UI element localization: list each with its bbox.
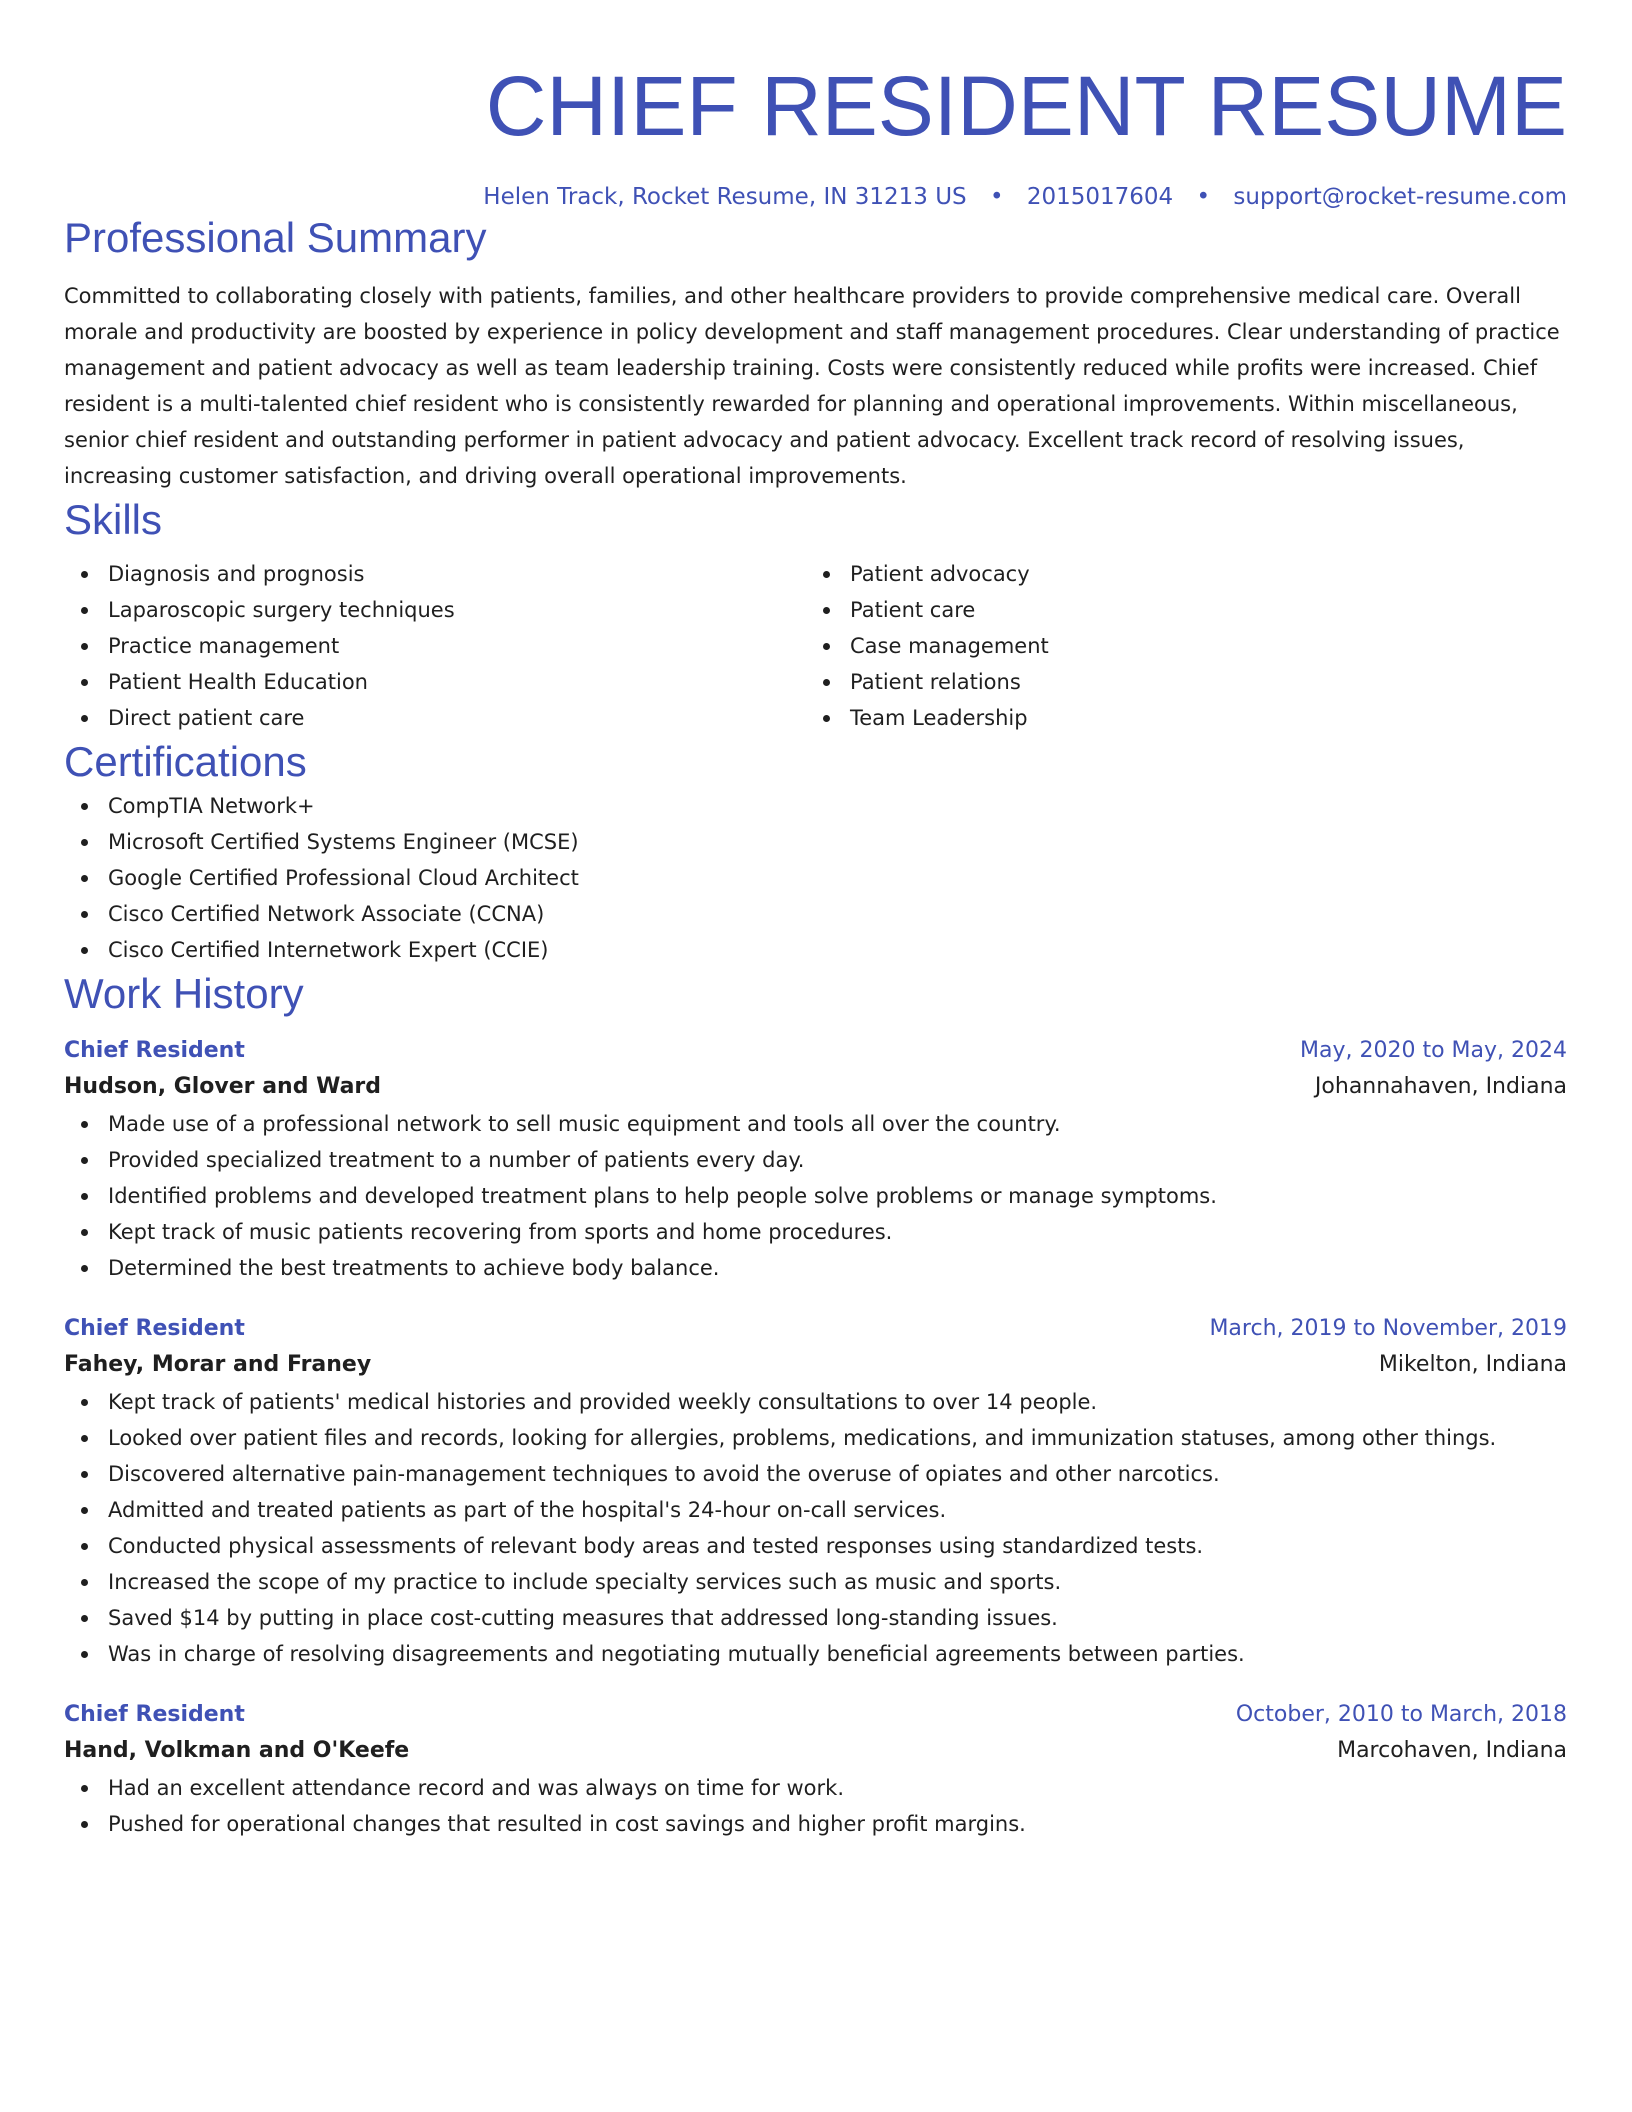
skill-item: Diagnosis and prognosis (64, 556, 806, 592)
job-bullet: Determined the best treatments to achieve body balance. (64, 1250, 1567, 1286)
job-title: Chief Resident (64, 1038, 245, 1063)
job-bullet: Pushed for operational changes that resulted in cost savings and higher profit margins. (64, 1806, 1567, 1842)
job-dates: May, 2020 to May, 2024 (1300, 1038, 1567, 1063)
skills-grid (64, 556, 1567, 736)
contact-separator: • (1196, 184, 1211, 210)
job-bullet: Had an excellent attendance record and was always on time for work. (64, 1770, 1567, 1806)
skill-item: Practice management (64, 628, 806, 664)
skill-item: Patient relations (806, 664, 1548, 700)
work-history-heading: Work History (64, 970, 304, 1017)
summary-heading: Professional Summary (64, 214, 487, 261)
job-location: Mikelton, Indiana (1378, 1352, 1567, 1377)
skill-item: Laparoscopic surgery techniques (64, 592, 806, 628)
job-company: Hand, Volkman and O'Keefe (64, 1738, 410, 1763)
job-company-row (64, 1732, 1567, 1770)
job-company-row (64, 1346, 1567, 1384)
job-bullet: Discovered alternative pain-management techniques to avoid the overuse of opiates and other narcotics. (64, 1456, 1567, 1492)
contact-phone: 2015017604 (1026, 184, 1174, 210)
resume-title: CHIEF RESIDENT RESUME (485, 59, 1567, 153)
job-dates: October, 2010 to March, 2018 (1235, 1702, 1567, 1727)
resume-page (64, 0, 1567, 1842)
contact-address: Helen Track, Rocket Resume, IN 31213 US (483, 184, 967, 210)
job-bullet-list (64, 1384, 1567, 1672)
job-entry (64, 1698, 1567, 1842)
job-location: Johannahaven, Indiana (1314, 1074, 1567, 1099)
skill-item: Team Leadership (806, 700, 1548, 736)
certification-item: Microsoft Certified Systems Engineer (MCSE) (64, 824, 1567, 860)
certification-item: CompTIA Network+ (64, 788, 1567, 824)
job-bullet: Identified problems and developed treatment plans to help people solve problems or manage symptoms. (64, 1178, 1567, 1214)
job-entry (64, 1034, 1567, 1286)
job-bullet: Increased the scope of my practice to include specialty services such as music and sports. (64, 1564, 1567, 1600)
skill-item: Patient care (806, 592, 1548, 628)
skill-item: Patient advocacy (806, 556, 1548, 592)
job-bullet: Saved $14 by putting in place cost-cutting measures that addressed long-standing issues. (64, 1600, 1567, 1636)
job-title: Chief Resident (64, 1702, 245, 1727)
job-company: Fahey, Morar and Franey (64, 1352, 372, 1377)
job-dates: March, 2019 to November, 2019 (1209, 1316, 1567, 1341)
certifications-heading: Certifications (64, 738, 307, 785)
job-bullet: Conducted physical assessments of relevant body areas and tested responses using standardized tests. (64, 1528, 1567, 1564)
job-bullet: Made use of a professional network to sell music equipment and tools all over the country. (64, 1106, 1567, 1142)
job-bullet: Was in charge of resolving disagreements and negotiating mutually beneficial agreements between parties. (64, 1636, 1567, 1672)
summary-text: Committed to collaborating closely with patients, families, and other healthcare providers to provide comprehensive medical care. Overall morale and productivity are boosted by experience in policy development and staff management procedures. Clear understanding of practice management and patient advocacy as well as team leadership training. Costs were consistently reduced while profits were increased. Chief resident is a multi-talented chief resident who is consistently rewarded for planning and operational improvements. Within miscellaneous, senior chief resident and outstanding performer in patient advocacy and patient advocacy. Excellent track record of resolving issues, increasing customer satisfaction, and driving overall operational improvements. (64, 284, 1560, 488)
contact-line (64, 182, 1567, 212)
skill-item: Direct patient care (64, 700, 806, 736)
job-location: Marcohaven, Indiana (1337, 1738, 1567, 1763)
skills-column-right (806, 556, 1548, 736)
contact-separator: • (989, 184, 1004, 210)
job-bullet: Admitted and treated patients as part of the hospital's 24-hour on-call services. (64, 1492, 1567, 1528)
certification-item: Cisco Certified Network Associate (CCNA) (64, 896, 1567, 932)
certification-item: Cisco Certified Internetwork Expert (CCIE) (64, 932, 1567, 968)
job-entry (64, 1312, 1567, 1672)
skills-list-right (806, 556, 1548, 736)
skills-column-left (64, 556, 806, 736)
job-bullet-list (64, 1106, 1567, 1286)
skills-list-left (64, 556, 806, 736)
job-bullet: Kept track of patients' medical histories and provided weekly consultations to over 14 people. (64, 1384, 1567, 1420)
job-bullet-list (64, 1770, 1567, 1842)
job-company-row (64, 1068, 1567, 1106)
skills-heading: Skills (64, 496, 163, 543)
job-title-row (64, 1698, 1567, 1732)
certification-item: Google Certified Professional Cloud Architect (64, 860, 1567, 896)
job-title-row (64, 1312, 1567, 1346)
certifications-list (64, 788, 1567, 968)
job-title-row (64, 1034, 1567, 1068)
job-company: Hudson, Glover and Ward (64, 1074, 382, 1099)
contact-email: support@rocket-resume.com (1233, 184, 1567, 210)
job-bullet: Looked over patient files and records, looking for allergies, problems, medications, and immunization statuses, among other things. (64, 1420, 1567, 1456)
job-bullet: Kept track of music patients recovering from sports and home procedures. (64, 1214, 1567, 1250)
job-bullet: Provided specialized treatment to a number of patients every day. (64, 1142, 1567, 1178)
job-title: Chief Resident (64, 1316, 245, 1341)
skill-item: Patient Health Education (64, 664, 806, 700)
skill-item: Case management (806, 628, 1548, 664)
